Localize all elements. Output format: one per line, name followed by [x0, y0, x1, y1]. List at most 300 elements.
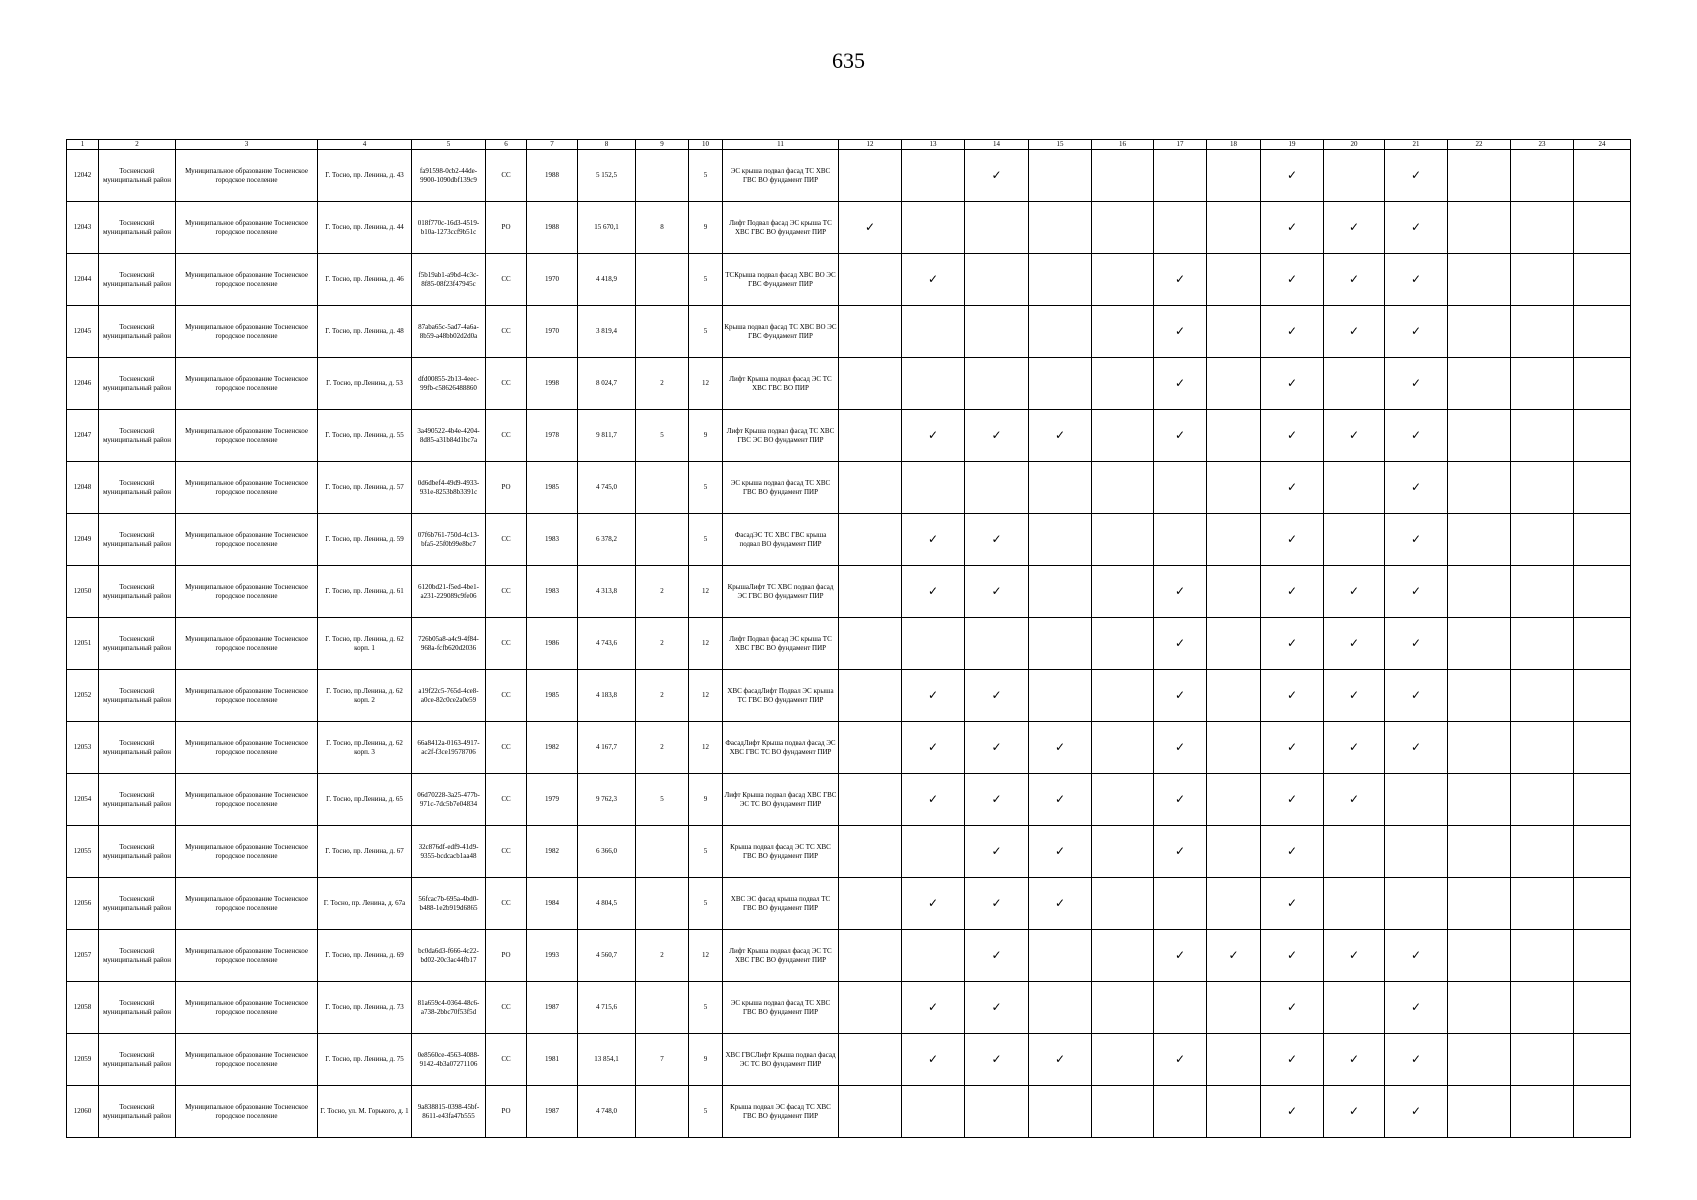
- column-number: 7: [527, 140, 578, 150]
- address-cell: Г. Тосно, пр. Ленина, д. 75: [318, 1034, 412, 1086]
- column-number: 20: [1324, 140, 1385, 150]
- table-row: [67, 1034, 1631, 1086]
- area-cell: 4 313,8: [578, 566, 636, 618]
- mark-cell-col-20: [1324, 982, 1385, 1034]
- mark-cell-col-14: [965, 566, 1029, 618]
- mark-cell-col-15: [1029, 1086, 1092, 1138]
- house-guid-cell: 726b05a8-a4c9-4f84-968a-fcfb620d2036: [412, 618, 486, 670]
- checkmark-icon: ✓: [1286, 792, 1298, 807]
- mark-cell-col-22: [1448, 1086, 1511, 1138]
- column-number: 14: [965, 140, 1029, 150]
- house-guid-cell: 6120bd21-f5ed-4be1-a231-229089c9fe06: [412, 566, 486, 618]
- year-built-cell: 1987: [527, 982, 578, 1034]
- area-cell: 15 670,1: [578, 202, 636, 254]
- checkmark-icon: ✓: [927, 1000, 939, 1015]
- mark-cell-col-16: [1092, 670, 1154, 722]
- mark-cell-col-17: [1154, 1034, 1207, 1086]
- floors-cell: 5: [689, 826, 723, 878]
- checkmark-icon: ✓: [1054, 844, 1066, 859]
- mark-cell-col-16: [1092, 826, 1154, 878]
- checkmark-icon: ✓: [1174, 376, 1186, 391]
- column-number: 12: [839, 140, 902, 150]
- mark-cell-col-17: [1154, 566, 1207, 618]
- works-list-cell: ХВС ГВСЛифт Крыша подвал фасад ЭС ТС ВО фундамент ПИР: [723, 1034, 839, 1086]
- mark-cell-col-13: [902, 254, 965, 306]
- ownership-cell: РО: [486, 930, 527, 982]
- elevators-cell: 8: [636, 202, 689, 254]
- mark-cell-col-14: [965, 982, 1029, 1034]
- year-built-cell: 1998: [527, 358, 578, 410]
- area-cell: 6 378,2: [578, 514, 636, 566]
- municipality-cell: Муниципальное образование Тосненское городское поселение: [176, 254, 318, 306]
- mark-cell-col-13: [902, 878, 965, 930]
- mark-cell-col-13: [902, 982, 965, 1034]
- mark-cell-col-14: [965, 254, 1029, 306]
- mark-cell-col-13: [902, 358, 965, 410]
- checkmark-icon: ✓: [927, 896, 939, 911]
- record-id-cell: 12053: [67, 722, 99, 774]
- column-number: 5: [412, 140, 486, 150]
- mark-cell-col-21: [1385, 514, 1448, 566]
- mark-cell-col-18: [1207, 566, 1261, 618]
- checkmark-icon: ✓: [1286, 584, 1298, 599]
- column-number: 9: [636, 140, 689, 150]
- ownership-cell: СС: [486, 410, 527, 462]
- year-built-cell: 1982: [527, 826, 578, 878]
- ownership-cell: РО: [486, 202, 527, 254]
- district-cell: Тосненский муниципальный район: [99, 722, 176, 774]
- mark-cell-col-14: [965, 1034, 1029, 1086]
- mark-cell-col-22: [1448, 462, 1511, 514]
- address-cell: Г. Тосно, пр. Ленина, д. 48: [318, 306, 412, 358]
- column-number: 18: [1207, 140, 1261, 150]
- area-cell: 4 743,6: [578, 618, 636, 670]
- mark-cell-col-14: [965, 930, 1029, 982]
- house-guid-cell: 0e8560ce-4563-4088-9142-4b3a07271106: [412, 1034, 486, 1086]
- mark-cell-col-19: [1261, 202, 1324, 254]
- checkmark-icon: ✓: [1286, 948, 1298, 963]
- mark-cell-col-20: [1324, 930, 1385, 982]
- mark-cell-col-20: [1324, 722, 1385, 774]
- year-built-cell: 1970: [527, 254, 578, 306]
- mark-cell-col-12: [839, 982, 902, 1034]
- table-row: [67, 930, 1631, 982]
- year-built-cell: 1986: [527, 618, 578, 670]
- elevators-cell: [636, 878, 689, 930]
- mark-cell-col-19: [1261, 1034, 1324, 1086]
- municipality-cell: Муниципальное образование Тосненское городское поселение: [176, 930, 318, 982]
- mark-cell-col-24: [1574, 358, 1631, 410]
- mark-cell-col-15: [1029, 202, 1092, 254]
- house-guid-cell: 66a8412a-0163-4917-ac2f-f3ce19578706: [412, 722, 486, 774]
- mark-cell-col-12: [839, 774, 902, 826]
- record-id-cell: 12052: [67, 670, 99, 722]
- record-id-cell: 12054: [67, 774, 99, 826]
- checkmark-icon: ✓: [1286, 636, 1298, 651]
- district-cell: Тосненский муниципальный район: [99, 358, 176, 410]
- address-cell: Г. Тосно, пр. Ленина, д. 67: [318, 826, 412, 878]
- mark-cell-col-17: [1154, 1086, 1207, 1138]
- column-number: 6: [486, 140, 527, 150]
- works-list-cell: Лифт Подвал фасад ЭС крыша ТС ХВС ГВС ВО фундамент ПИР: [723, 202, 839, 254]
- mark-cell-col-21: [1385, 826, 1448, 878]
- mark-cell-col-15: [1029, 254, 1092, 306]
- checkmark-icon: ✓: [1174, 636, 1186, 651]
- municipality-cell: Муниципальное образование Тосненское городское поселение: [176, 514, 318, 566]
- district-cell: Тосненский муниципальный район: [99, 202, 176, 254]
- year-built-cell: 1981: [527, 1034, 578, 1086]
- checkmark-icon: ✓: [1410, 636, 1422, 651]
- mark-cell-col-24: [1574, 410, 1631, 462]
- floors-cell: 9: [689, 202, 723, 254]
- house-guid-cell: a19f22c5-765d-4ce8-a0ce-82c0ce2a0e59: [412, 670, 486, 722]
- mark-cell-col-20: [1324, 670, 1385, 722]
- mark-cell-col-19: [1261, 254, 1324, 306]
- mark-cell-col-13: [902, 1034, 965, 1086]
- record-id-cell: 12056: [67, 878, 99, 930]
- checkmark-icon: ✓: [1174, 844, 1186, 859]
- mark-cell-col-23: [1511, 722, 1574, 774]
- checkmark-icon: ✓: [1348, 428, 1360, 443]
- column-number: 2: [99, 140, 176, 150]
- mark-cell-col-13: [902, 1086, 965, 1138]
- mark-cell-col-18: [1207, 878, 1261, 930]
- house-guid-cell: 87aba65c-5ad7-4a6a-8b59-a48bb02d2d0a: [412, 306, 486, 358]
- mark-cell-col-19: [1261, 878, 1324, 930]
- district-cell: Тосненский муниципальный район: [99, 462, 176, 514]
- address-cell: Г. Тосно, пр. Ленина, д. 57: [318, 462, 412, 514]
- mark-cell-col-18: [1207, 774, 1261, 826]
- mark-cell-col-20: [1324, 774, 1385, 826]
- checkmark-icon: ✓: [927, 428, 939, 443]
- mark-cell-col-16: [1092, 306, 1154, 358]
- municipality-cell: Муниципальное образование Тосненское городское поселение: [176, 410, 318, 462]
- mark-cell-col-22: [1448, 254, 1511, 306]
- checkmark-icon: ✓: [1410, 532, 1422, 547]
- district-cell: Тосненский муниципальный район: [99, 410, 176, 462]
- mark-cell-col-18: [1207, 982, 1261, 1034]
- table-row: [67, 410, 1631, 462]
- mark-cell-col-22: [1448, 1034, 1511, 1086]
- mark-cell-col-22: [1448, 514, 1511, 566]
- mark-cell-col-15: [1029, 150, 1092, 202]
- ownership-cell: РО: [486, 1086, 527, 1138]
- mark-cell-col-19: [1261, 306, 1324, 358]
- area-cell: 4 560,7: [578, 930, 636, 982]
- mark-cell-col-15: [1029, 358, 1092, 410]
- mark-cell-col-18: [1207, 306, 1261, 358]
- record-id-cell: 12048: [67, 462, 99, 514]
- mark-cell-col-16: [1092, 618, 1154, 670]
- house-guid-cell: 07f6b761-750d-4c13-bfa5-25f0b99e8bc7: [412, 514, 486, 566]
- mark-cell-col-12: [839, 462, 902, 514]
- checkmark-icon: ✓: [1286, 324, 1298, 339]
- column-number: 10: [689, 140, 723, 150]
- mark-cell-col-19: [1261, 930, 1324, 982]
- works-list-cell: Лифт Крыша подвал фасад ХВС ГВС ЭС ТС ВО фундамент ПИР: [723, 774, 839, 826]
- mark-cell-col-17: [1154, 826, 1207, 878]
- mark-cell-col-24: [1574, 202, 1631, 254]
- mark-cell-col-20: [1324, 306, 1385, 358]
- district-cell: Тосненский муниципальный район: [99, 618, 176, 670]
- checkmark-icon: ✓: [1174, 584, 1186, 599]
- mark-cell-col-12: [839, 514, 902, 566]
- checkmark-icon: ✓: [1286, 272, 1298, 287]
- district-cell: Тосненский муниципальный район: [99, 774, 176, 826]
- house-guid-cell: 9a838815-0398-45bf-8611-e43fa47b555: [412, 1086, 486, 1138]
- mark-cell-col-21: [1385, 774, 1448, 826]
- mark-cell-col-22: [1448, 878, 1511, 930]
- mark-cell-col-15: [1029, 670, 1092, 722]
- mark-cell-col-17: [1154, 878, 1207, 930]
- table-row: [67, 358, 1631, 410]
- municipality-cell: Муниципальное образование Тосненское городское поселение: [176, 826, 318, 878]
- floors-cell: 5: [689, 982, 723, 1034]
- mark-cell-col-22: [1448, 306, 1511, 358]
- mark-cell-col-12: [839, 1034, 902, 1086]
- mark-cell-col-22: [1448, 774, 1511, 826]
- checkmark-icon: ✓: [1286, 220, 1298, 235]
- ownership-cell: СС: [486, 150, 527, 202]
- mark-cell-col-20: [1324, 254, 1385, 306]
- record-id-cell: 12042: [67, 150, 99, 202]
- mark-cell-col-24: [1574, 930, 1631, 982]
- works-list-cell: Крыша подвал ЭС фасад ТС ХВС ГВС ВО фундамент ПИР: [723, 1086, 839, 1138]
- ownership-cell: СС: [486, 618, 527, 670]
- mark-cell-col-13: [902, 410, 965, 462]
- district-cell: Тосненский муниципальный район: [99, 670, 176, 722]
- mark-cell-col-22: [1448, 670, 1511, 722]
- checkmark-icon: ✓: [1348, 636, 1360, 651]
- mark-cell-col-13: [902, 670, 965, 722]
- checkmark-icon: ✓: [1054, 428, 1066, 443]
- mark-cell-col-19: [1261, 982, 1324, 1034]
- checkmark-icon: ✓: [1410, 1104, 1422, 1119]
- checkmark-icon: ✓: [1174, 948, 1186, 963]
- mark-cell-col-14: [965, 618, 1029, 670]
- mark-cell-col-19: [1261, 722, 1324, 774]
- mark-cell-col-14: [965, 722, 1029, 774]
- area-cell: 9 811,7: [578, 410, 636, 462]
- checkmark-icon: ✓: [927, 272, 939, 287]
- ownership-cell: СС: [486, 722, 527, 774]
- works-list-cell: ХВС ЭС фасад крыша подвал ТС ГВС ВО фундамент ПИР: [723, 878, 839, 930]
- mark-cell-col-24: [1574, 982, 1631, 1034]
- mark-cell-col-21: [1385, 358, 1448, 410]
- table-row: [67, 722, 1631, 774]
- municipality-cell: Муниципальное образование Тосненское городское поселение: [176, 1086, 318, 1138]
- record-id-cell: 12059: [67, 1034, 99, 1086]
- ownership-cell: СС: [486, 1034, 527, 1086]
- area-cell: 4 183,8: [578, 670, 636, 722]
- mark-cell-col-22: [1448, 722, 1511, 774]
- municipality-cell: Муниципальное образование Тосненское городское поселение: [176, 462, 318, 514]
- elevators-cell: [636, 826, 689, 878]
- floors-cell: 5: [689, 150, 723, 202]
- mark-cell-col-12: [839, 670, 902, 722]
- mark-cell-col-23: [1511, 878, 1574, 930]
- checkmark-icon: ✓: [1286, 532, 1298, 547]
- elevators-cell: 2: [636, 930, 689, 982]
- mark-cell-col-15: [1029, 1034, 1092, 1086]
- mark-cell-col-18: [1207, 1034, 1261, 1086]
- record-id-cell: 12051: [67, 618, 99, 670]
- mark-cell-col-12: [839, 566, 902, 618]
- checkmark-icon: ✓: [991, 896, 1002, 911]
- checkmark-icon: ✓: [927, 792, 939, 807]
- ownership-cell: СС: [486, 566, 527, 618]
- table-row: [67, 202, 1631, 254]
- house-guid-cell: fa91598-0cb2-44de-9900-1090dbf139c9: [412, 150, 486, 202]
- checkmark-icon: ✓: [991, 1052, 1002, 1067]
- mark-cell-col-16: [1092, 514, 1154, 566]
- mark-cell-col-14: [965, 202, 1029, 254]
- mark-cell-col-13: [902, 774, 965, 826]
- mark-cell-col-13: [902, 306, 965, 358]
- works-list-cell: Крыша подвал фасад ЭС ТС ХВС ГВС ВО фундамент ПИР: [723, 826, 839, 878]
- mark-cell-col-21: [1385, 722, 1448, 774]
- mark-cell-col-14: [965, 150, 1029, 202]
- house-guid-cell: 81a659c4-0364-48c6-a738-2bbc70f53f5d: [412, 982, 486, 1034]
- mark-cell-col-21: [1385, 670, 1448, 722]
- year-built-cell: 1982: [527, 722, 578, 774]
- floors-cell: 12: [689, 358, 723, 410]
- floors-cell: 9: [689, 774, 723, 826]
- checkmark-icon: ✓: [1286, 168, 1298, 183]
- table-row: [67, 826, 1631, 878]
- mark-cell-col-18: [1207, 514, 1261, 566]
- mark-cell-col-22: [1448, 150, 1511, 202]
- floors-cell: 12: [689, 618, 723, 670]
- checkmark-icon: ✓: [1286, 376, 1298, 391]
- mark-cell-col-23: [1511, 1086, 1574, 1138]
- checkmark-icon: ✓: [1410, 1052, 1422, 1067]
- mark-cell-col-12: [839, 202, 902, 254]
- checkmark-icon: ✓: [1174, 1052, 1186, 1067]
- mark-cell-col-22: [1448, 410, 1511, 462]
- floors-cell: 12: [689, 930, 723, 982]
- checkmark-icon: ✓: [1410, 324, 1422, 339]
- area-cell: 13 854,1: [578, 1034, 636, 1086]
- mark-cell-col-20: [1324, 1086, 1385, 1138]
- column-number: 4: [318, 140, 412, 150]
- floors-cell: 5: [689, 1086, 723, 1138]
- checkmark-icon: ✓: [1410, 584, 1422, 599]
- year-built-cell: 1988: [527, 150, 578, 202]
- table-row: [67, 774, 1631, 826]
- address-cell: Г. Тосно, пр.Ленина, д. 62 корп. 2: [318, 670, 412, 722]
- mark-cell-col-18: [1207, 930, 1261, 982]
- record-id-cell: 12046: [67, 358, 99, 410]
- checkmark-icon: ✓: [1410, 220, 1422, 235]
- area-cell: 4 715,6: [578, 982, 636, 1034]
- record-id-cell: 12057: [67, 930, 99, 982]
- table-row: [67, 618, 1631, 670]
- floors-cell: 9: [689, 410, 723, 462]
- district-cell: Тосненский муниципальный район: [99, 826, 176, 878]
- mark-cell-col-14: [965, 410, 1029, 462]
- municipality-cell: Муниципальное образование Тосненское городское поселение: [176, 722, 318, 774]
- floors-cell: 5: [689, 462, 723, 514]
- checkmark-icon: ✓: [1286, 1104, 1298, 1119]
- mark-cell-col-15: [1029, 982, 1092, 1034]
- mark-cell-col-16: [1092, 982, 1154, 1034]
- year-built-cell: 1985: [527, 670, 578, 722]
- table-row: [67, 670, 1631, 722]
- year-built-cell: 1993: [527, 930, 578, 982]
- table-row: [67, 306, 1631, 358]
- mark-cell-col-20: [1324, 150, 1385, 202]
- checkmark-icon: ✓: [1348, 1104, 1360, 1119]
- mark-cell-col-17: [1154, 358, 1207, 410]
- checkmark-icon: ✓: [1410, 376, 1422, 391]
- table-row: [67, 254, 1631, 306]
- mark-cell-col-24: [1574, 254, 1631, 306]
- mark-cell-col-18: [1207, 150, 1261, 202]
- record-id-cell: 12044: [67, 254, 99, 306]
- mark-cell-col-24: [1574, 462, 1631, 514]
- mark-cell-col-23: [1511, 514, 1574, 566]
- mark-cell-col-15: [1029, 826, 1092, 878]
- ownership-cell: СС: [486, 670, 527, 722]
- ownership-cell: СС: [486, 358, 527, 410]
- checkmark-icon: ✓: [1348, 948, 1360, 963]
- address-cell: Г. Тосно, пр.Ленина, д. 53: [318, 358, 412, 410]
- elevators-cell: 2: [636, 618, 689, 670]
- mark-cell-col-21: [1385, 618, 1448, 670]
- mark-cell-col-12: [839, 618, 902, 670]
- house-guid-cell: 3a490522-4b4e-4204-8d85-a31b84d1bc7a: [412, 410, 486, 462]
- floors-cell: 12: [689, 566, 723, 618]
- mark-cell-col-17: [1154, 306, 1207, 358]
- checkmark-icon: ✓: [1286, 844, 1298, 859]
- mark-cell-col-15: [1029, 878, 1092, 930]
- checkmark-icon: ✓: [1348, 584, 1360, 599]
- mark-cell-col-23: [1511, 202, 1574, 254]
- district-cell: Тосненский муниципальный район: [99, 254, 176, 306]
- mark-cell-col-14: [965, 462, 1029, 514]
- mark-cell-col-22: [1448, 982, 1511, 1034]
- elevators-cell: [636, 982, 689, 1034]
- checkmark-icon: ✓: [927, 1052, 939, 1067]
- mark-cell-col-12: [839, 254, 902, 306]
- works-list-cell: ХВС фасадЛифт Подвал ЭС крыша ТС ГВС ВО фундамент ПИР: [723, 670, 839, 722]
- checkmark-icon: ✓: [1054, 792, 1066, 807]
- mark-cell-col-15: [1029, 306, 1092, 358]
- mark-cell-col-24: [1574, 306, 1631, 358]
- mark-cell-col-15: [1029, 462, 1092, 514]
- area-cell: 4 418,9: [578, 254, 636, 306]
- checkmark-icon: ✓: [991, 844, 1002, 859]
- address-cell: Г. Тосно, пр.Ленина, д. 62 корп. 3: [318, 722, 412, 774]
- mark-cell-col-17: [1154, 982, 1207, 1034]
- municipality-cell: Муниципальное образование Тосненское городское поселение: [176, 670, 318, 722]
- mark-cell-col-19: [1261, 618, 1324, 670]
- municipality-cell: Муниципальное образование Тосненское городское поселение: [176, 202, 318, 254]
- mark-cell-col-16: [1092, 878, 1154, 930]
- column-number-row: [67, 140, 1631, 150]
- house-guid-cell: dfd00855-2b13-4eec-99fb-c58626488860: [412, 358, 486, 410]
- mark-cell-col-24: [1574, 826, 1631, 878]
- year-built-cell: 1987: [527, 1086, 578, 1138]
- mark-cell-col-23: [1511, 306, 1574, 358]
- elevators-cell: 7: [636, 1034, 689, 1086]
- house-guid-cell: 56fcac7b-695a-4bd0-b488-1e2b919d6865: [412, 878, 486, 930]
- mark-cell-col-13: [902, 930, 965, 982]
- floors-cell: 12: [689, 670, 723, 722]
- mark-cell-col-14: [965, 878, 1029, 930]
- mark-cell-col-17: [1154, 618, 1207, 670]
